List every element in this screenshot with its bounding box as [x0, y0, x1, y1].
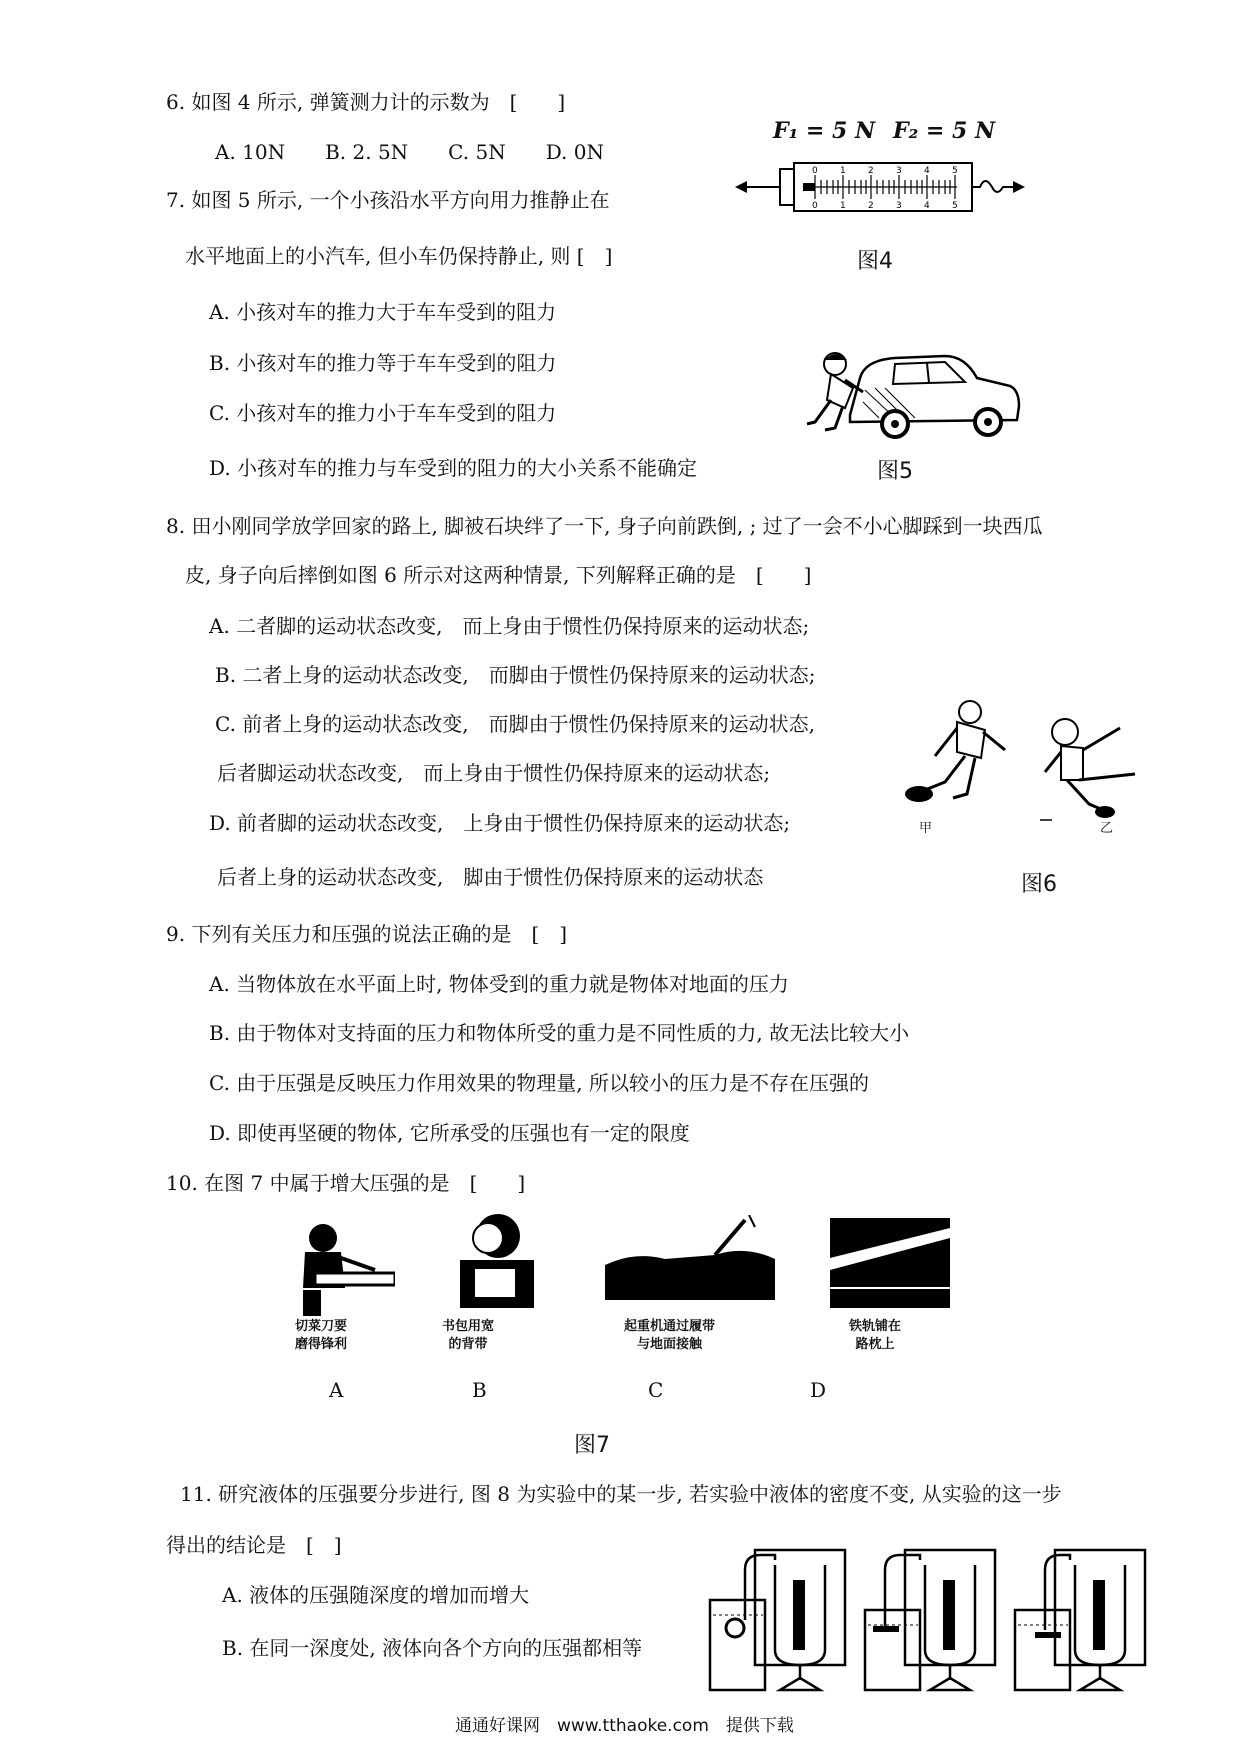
- q11-option-b: B. 在同一深度处, 液体向各个方向的压强都相等: [222, 1636, 643, 1660]
- figure-7-letter-a: A: [329, 1378, 344, 1402]
- figure-7-letter-c: C: [648, 1378, 664, 1402]
- q9-option-a: A. 当物体放在水平面上时, 物体受到的重力就是物体对地面的压力: [209, 972, 789, 996]
- svg-text:0: 0: [812, 166, 818, 176]
- q8-option-c-line1: C. 前者上身的运动状态改变, 而脚由于惯性仍保持原来的运动状态,: [215, 712, 816, 736]
- svg-text:1: 1: [840, 166, 846, 176]
- q11-option-a: A. 液体的压强随深度的增加而增大: [222, 1583, 530, 1607]
- footer-source: 通通好课网 www.tthaoke.com 提供下载: [455, 1716, 794, 1736]
- f1-label: F₁ = 5 N: [773, 118, 876, 144]
- figure-7b-caption: 书包用宽 的背带: [442, 1319, 495, 1352]
- svg-text:1: 1: [840, 201, 846, 211]
- q8-option-d-line1: D. 前者脚的运动状态改变, 上身由于惯性仍保持原来的运动状态;: [209, 811, 791, 835]
- figure-7-letter-d: D: [810, 1378, 827, 1402]
- q7-stem-line1: 7. 如图 5 所示, 一个小孩沿水平方向用力推静止在: [166, 188, 610, 212]
- figure-7d-railway: [830, 1218, 950, 1308]
- figure-7a-cutting-vegetables: [275, 1218, 395, 1318]
- q11-stem-line1: 11. 研究液体的压强要分步进行, 图 8 为实验中的某一步, 若实验中液体的密度不变, 从实验的这一步: [180, 1482, 1062, 1506]
- figure-6-falling-children: [895, 700, 1185, 830]
- figure-7d-caption: 铁轨铺在 路枕上: [849, 1319, 902, 1352]
- q8-stem-line1: 8. 田小刚同学放学回家的路上, 脚被石块绊了一下, 身子向前跌倒, ; 过了一会不小心脚踩到一块西瓜: [166, 514, 1043, 538]
- q11-stem-line2: 得出的结论是 [ ]: [166, 1533, 342, 1557]
- q7-stem-line2: 水平地面上的小汽车, 但小车仍保持静止, 则 [ ]: [185, 244, 613, 268]
- svg-text:5: 5: [952, 201, 958, 211]
- q7-option-d: D. 小孩对车的推力与车受到的阻力的大小关系不能确定: [209, 456, 698, 480]
- figure-7a-caption: 切菜刀要 磨得锋利: [295, 1319, 348, 1352]
- figure-8-liquid-pressure-experiment: [705, 1540, 1170, 1700]
- svg-text:3: 3: [896, 166, 902, 176]
- svg-text:4: 4: [924, 201, 930, 211]
- q8-option-a: A. 二者脚的运动状态改变, 而上身由于惯性仍保持原来的运动状态;: [209, 614, 810, 638]
- svg-text:5: 5: [952, 166, 958, 176]
- figure-4-spring-scale: [735, 115, 1025, 225]
- q9-option-d: D. 即使再坚硬的物体, 它所承受的压强也有一定的限度: [209, 1121, 690, 1145]
- figure-5-child-pushing-car: [805, 340, 1025, 450]
- figure-4-caption: 图4: [857, 249, 893, 274]
- q7-option-c: C. 小孩对车的推力小于车车受到的阻力: [209, 401, 557, 425]
- figure-7c-caption: 起重机通过履带 与地面接触: [624, 1319, 716, 1352]
- q9-stem: 9. 下列有关压力和压强的说法正确的是 [ ]: [166, 922, 568, 946]
- figure-5-caption: 图5: [877, 459, 913, 484]
- q6-options: A. 10N B. 2. 5N C. 5N D. 0N: [215, 140, 604, 164]
- figure-7-letter-b: B: [472, 1378, 487, 1402]
- svg-text:2: 2: [868, 201, 874, 211]
- figure-7b-backpack: [450, 1208, 540, 1308]
- q9-option-c: C. 由于压强是反映压力作用效果的物理量, 所以较小的压力是不存在压强的: [209, 1071, 870, 1095]
- q7-option-a: A. 小孩对车的推力大于车车受到的阻力: [209, 300, 557, 324]
- svg-text:2: 2: [868, 166, 874, 176]
- svg-text:0: 0: [812, 201, 818, 211]
- q9-option-b: B. 由于物体对支持面的压力和物体所受的重力是不同性质的力, 故无法比较大小: [209, 1021, 910, 1045]
- q8-option-c-line2: 后者脚运动状态改变, 而上身由于惯性仍保持原来的运动状态;: [217, 761, 771, 785]
- q8-option-b: B. 二者上身的运动状态改变, 而脚由于惯性仍保持原来的运动状态;: [215, 663, 816, 687]
- figure-7-caption: 图7: [574, 1433, 610, 1458]
- figure-7c-crane: [605, 1215, 775, 1305]
- figure-6-label-left: 甲: [919, 821, 933, 836]
- svg-text:4: 4: [924, 166, 930, 176]
- q6-stem: 6. 如图 4 所示, 弹簧测力计的示数为 [ ]: [166, 90, 566, 114]
- svg-text:3: 3: [896, 201, 902, 211]
- q8-option-d-line2: 后者上身的运动状态改变, 脚由于惯性仍保持原来的运动状态: [217, 865, 764, 889]
- q7-option-b: B. 小孩对车的推力等于车车受到的阻力: [209, 351, 557, 375]
- f2-label: F₂ = 5 N: [893, 118, 996, 144]
- figure-6-label-right: 乙: [1100, 821, 1114, 836]
- q10-stem: 10. 在图 7 中属于增大压强的是 [ ]: [166, 1171, 526, 1195]
- q8-stem-line2: 皮, 身子向后摔倒如图 6 所示对这两种情景, 下列解释正确的是 [ ]: [185, 563, 812, 587]
- figure-6-caption: 图6: [1021, 872, 1057, 897]
- spring-scale-drawing: [735, 153, 1025, 223]
